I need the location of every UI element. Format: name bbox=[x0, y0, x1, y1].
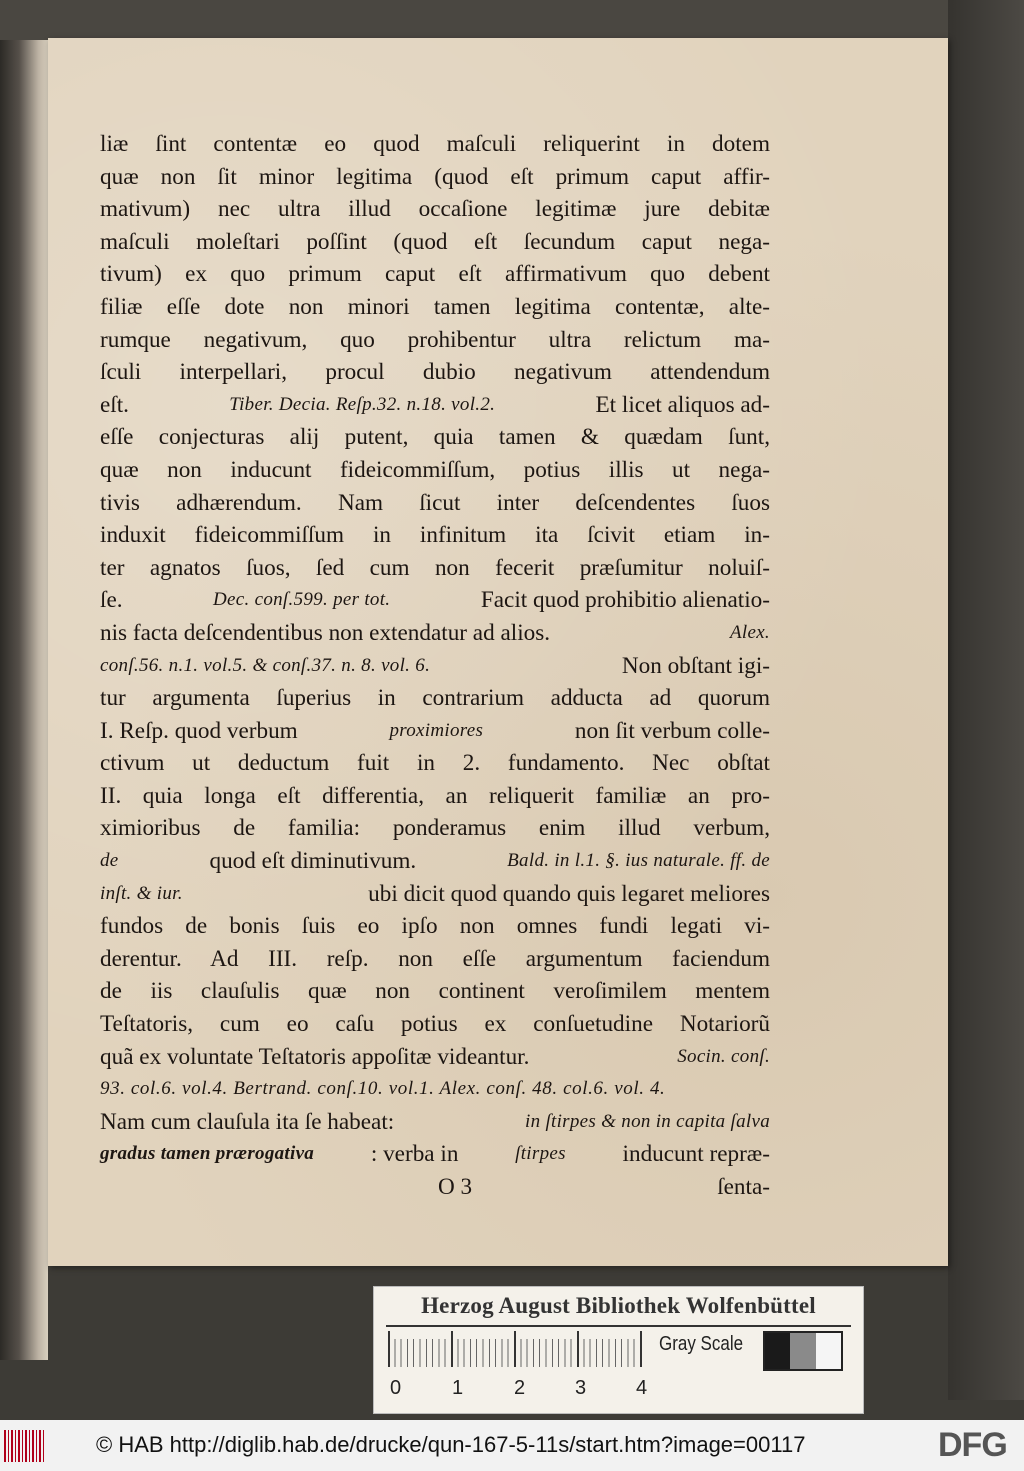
gray-swatch bbox=[765, 1333, 790, 1369]
ruler-number: 1 bbox=[452, 1377, 464, 1399]
gray-scale-label: Gray Scale bbox=[659, 1333, 744, 1355]
catchword: ſenta- bbox=[717, 1174, 770, 1200]
signature-mark: O 3 bbox=[438, 1174, 473, 1200]
text-line: ſculi interpellari, procul dubio negativum attendendum bbox=[100, 359, 770, 386]
text-line bbox=[100, 715, 770, 748]
page-text bbox=[100, 128, 770, 1204]
text-line bbox=[100, 1073, 770, 1106]
gray-scale-swatches bbox=[763, 1331, 843, 1371]
text-line: fundos de bonis ſuis eo ipſo non omnes fundi legati vi- bbox=[100, 913, 770, 940]
text-line: liæ ſint contentæ eo quod maſculi reliquerint in dotem bbox=[100, 131, 770, 157]
citation: ſtirpes bbox=[515, 1143, 566, 1165]
ruler-number: 4 bbox=[636, 1377, 648, 1399]
text-line: de iis clauſulis quæ non continent veroſimilem mentem bbox=[100, 978, 770, 1005]
line-text: nis facta deſcendentibus non extendatur ad alios. bbox=[100, 619, 551, 646]
line-text: Nam cum clauſula ita ſe habeat: bbox=[100, 1108, 395, 1135]
line-text: Facit quod prohibitio alienatio- bbox=[480, 587, 770, 614]
line-text: Et licet aliquos ad- bbox=[595, 391, 770, 418]
citation: Socin. conſ. bbox=[677, 1045, 770, 1067]
text-line: filiæ eſſe dote non minori tamen legitima contentæ, alte- bbox=[100, 293, 770, 320]
citation: 93. col.6. vol.4. Bertrand. conſ.10. vol.1. Alex. conſ. 48. col.6. vol. 4. bbox=[100, 1078, 666, 1100]
barcode-icon bbox=[4, 1430, 44, 1462]
text-line bbox=[100, 584, 770, 617]
citation: gradus tamen prærogativa bbox=[100, 1143, 315, 1165]
line-text: quã ex voluntate Teſtatoris appoſitæ videantur. bbox=[100, 1043, 530, 1070]
ruler-tick bbox=[577, 1331, 579, 1367]
viewer-footer bbox=[0, 1420, 1024, 1471]
citation: Alex. bbox=[729, 621, 770, 643]
book-binding bbox=[0, 40, 48, 1360]
text-line bbox=[100, 845, 770, 878]
page-footer bbox=[100, 1171, 770, 1204]
text-line: tivum) ex quo primum caput eſt affirmativum quo debent bbox=[100, 261, 770, 288]
text-line: rumque negativum, quo prohibentur ultra relictum ma- bbox=[100, 326, 770, 353]
scan-background-right bbox=[948, 0, 1024, 1400]
citation: in ſtirpes & non in capita ſalva bbox=[525, 1110, 770, 1132]
text-line: tivis adhærendum. Nam ſicut inter deſcendentes ſuos bbox=[100, 489, 770, 516]
scan-background-top bbox=[0, 0, 1024, 40]
ruler-number: 0 bbox=[390, 1377, 402, 1399]
line-text: ubi dicit quod quando quis legaret meliores bbox=[368, 880, 770, 907]
gray-swatch bbox=[816, 1333, 841, 1369]
line-text: : verba in bbox=[370, 1141, 459, 1168]
citation: inſt. & iur. bbox=[100, 882, 183, 904]
text-line: derentur. Ad III. reſp. non eſſe argumentum faciendum bbox=[100, 945, 770, 972]
ruler-number: 3 bbox=[575, 1377, 587, 1399]
text-line: induxit fideicommiſſum in infinitum ita ſcivit etiam in- bbox=[100, 522, 770, 549]
line-text: ſe. bbox=[100, 587, 123, 614]
citation: Tiber. Decia. Reſp.32. n.18. vol.2. bbox=[229, 393, 496, 415]
citation: conſ.56. n.1. vol.5. & conſ.37. n. 8. vol. 6. bbox=[100, 654, 431, 676]
dfg-logo: DFG bbox=[938, 1426, 1007, 1464]
text-line: Teſtatoris, cum eo caſu potius ex conſuetudine Notariorũ bbox=[100, 1011, 770, 1038]
text-line bbox=[100, 878, 770, 911]
text-line: maſculi moleſtari poſſint (quod eſt ſecundum caput nega- bbox=[100, 228, 770, 255]
line-text: inducunt repræ- bbox=[622, 1141, 770, 1168]
line-text: I. Reſp. quod verbum bbox=[100, 717, 298, 744]
text-line: eſſe conjecturas alij putent, quia tamen & quædam ſunt, bbox=[100, 424, 770, 451]
text-line: mativum) nec ultra illud occaſione legitimæ jure debitæ bbox=[100, 196, 770, 223]
citation: de bbox=[100, 850, 119, 872]
line-text: Non obſtant igi- bbox=[621, 652, 770, 679]
text-line: II. quia longa eſt differentia, an reliquerit familiæ an pro- bbox=[100, 782, 770, 809]
library-name: Herzog August Bibliothek Wolfenbüttel bbox=[421, 1293, 816, 1318]
text-line: ter agnatos ſuos, ſed cum non fecerit præſumitur noluiſ- bbox=[100, 554, 770, 581]
citation: Dec. conſ.599. per tot. bbox=[213, 589, 391, 611]
ruler-tick bbox=[388, 1331, 390, 1367]
text-line: quæ non inducunt fideicommiſſum, potius illis ut nega- bbox=[100, 456, 770, 483]
citation: proximiores bbox=[389, 719, 484, 741]
card-divider bbox=[386, 1325, 851, 1327]
ruler-tick bbox=[640, 1331, 642, 1367]
text-line: ximioribus de familia: ponderamus enim illud verbum, bbox=[100, 815, 770, 842]
line-text: non ſit verbum colle- bbox=[574, 717, 770, 744]
text-line bbox=[100, 650, 770, 683]
text-line bbox=[100, 1138, 770, 1171]
line-text: eſt. bbox=[100, 391, 129, 418]
text-line: ctivum ut deductum fuit in 2. fundamento. Nec obſtat bbox=[100, 750, 770, 777]
book-page bbox=[48, 38, 948, 1266]
text-line: quæ non ſit minor legitima (quod eſt primum caput affir- bbox=[100, 163, 770, 190]
color-calibration-card bbox=[373, 1286, 864, 1414]
text-line bbox=[100, 1106, 770, 1139]
ruler-number: 2 bbox=[514, 1377, 526, 1399]
citation: Bald. in l.1. §. ius naturale. ff. de bbox=[507, 850, 770, 872]
ruler-tick bbox=[514, 1331, 516, 1367]
text-line: tur argumenta ſuperius in contrarium adducta ad quorum bbox=[100, 685, 770, 712]
line-text: quod eſt diminutivum. bbox=[209, 848, 417, 875]
gray-swatch bbox=[790, 1333, 815, 1369]
text-line bbox=[100, 1041, 770, 1074]
ruler-tick bbox=[451, 1331, 453, 1367]
text-line bbox=[100, 389, 770, 422]
text-line bbox=[100, 617, 770, 650]
copyright-link[interactable]: © HAB http://diglib.hab.de/drucke/qun-167-5-11s/start.htm?image=00117 bbox=[96, 1432, 806, 1457]
